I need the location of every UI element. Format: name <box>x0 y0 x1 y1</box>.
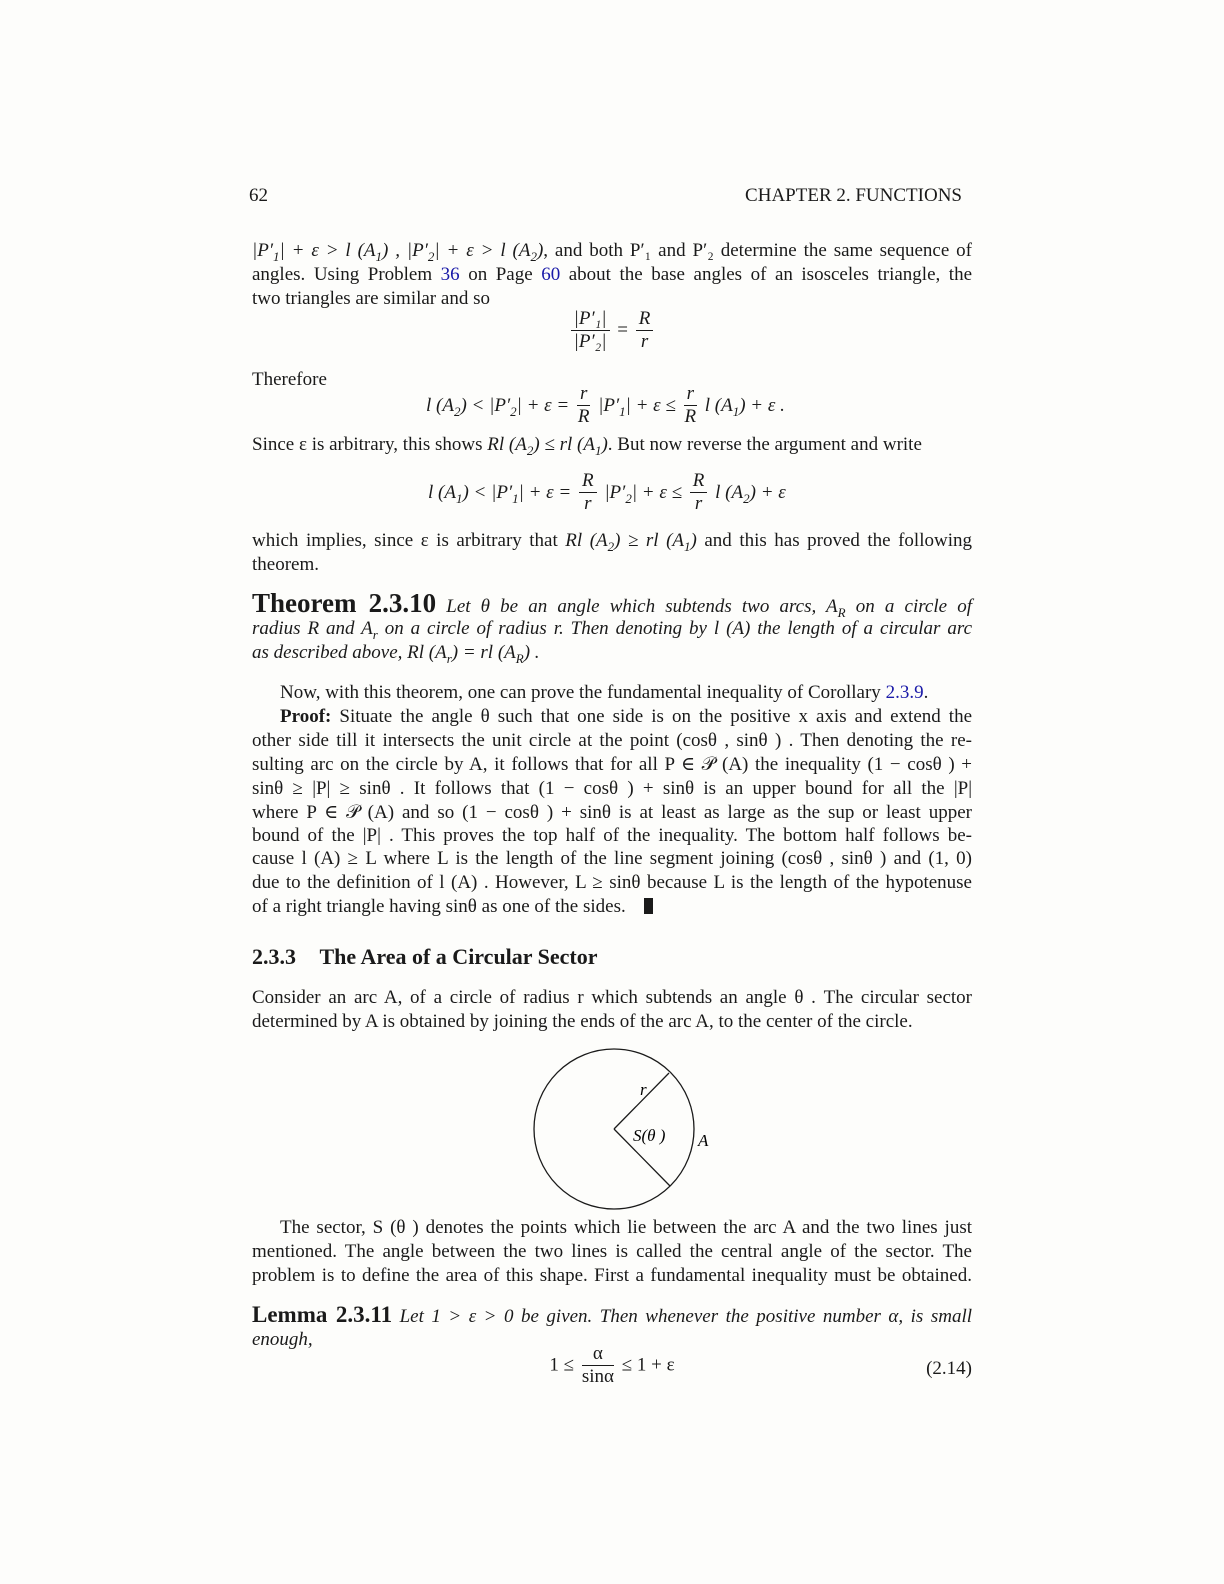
theorem-label: Theorem 2.3.10 <box>252 588 437 618</box>
math-inline: Rl $(A_2)$ ≤ rl $(A_1)$ <box>487 434 608 458</box>
since-line <box>252 433 922 457</box>
proof-line: where P ∈ 𝒫 (A) and so (1 − cosθ ) + sinθ is at least as large as the sup or least upper <box>252 802 972 823</box>
radius-label: r <box>640 1080 647 1099</box>
which-implies-line1: which implies, since ε is arbitrary that Rl $(A_2)$ ≥ rl $(A_1)$ and this has proved the following <box>252 530 972 554</box>
frac-denominator: sinα <box>581 1366 614 1387</box>
now-para: Now, with this theorem, one can prove the fundamental inequality of Corollary 2.3.9. <box>280 682 929 703</box>
frac-denominator: |P′₂| <box>573 331 607 352</box>
section-heading <box>252 944 598 970</box>
proof-last-line: of a right triangle having sinθ as one of the sides. <box>252 895 653 919</box>
para1-text: on Page <box>468 264 533 285</box>
eq-left: 1 ≤ <box>549 1354 575 1376</box>
sector-para-line2: mentioned. The angle between the two lines is called the central angle of the sector. The <box>252 1241 972 1262</box>
section-number: 2.3.3 <box>252 944 296 969</box>
which-implies-line2: theorem. <box>252 554 320 575</box>
problem-link[interactable]: 36 <box>440 264 460 285</box>
proof-line: cause l (A) ≥ L where L is the length of the line segment joining (cosθ , sinθ ) and (1, 0) <box>252 848 972 869</box>
para1-line1 <box>252 239 972 263</box>
sector-label: S(θ ) <box>633 1126 666 1145</box>
equation-reverse: l $(A_1) < |P'_1| + \varepsilon$ = $\frac{R}{r}$ $|P'_2| + \varepsilon$ ≤ $\frac{R}{r}$ l $(A_2) + \varepsilon$ <box>428 470 786 514</box>
equation-number: (2.14) <box>926 1358 972 1379</box>
para1-text: angles. Using Problem <box>252 264 433 285</box>
frac-numerator: α <box>582 1343 614 1366</box>
implies-text: which implies, since ε is arbitrary that <box>252 530 558 551</box>
fraction-alpha <box>582 1343 614 1388</box>
qed-symbol <box>644 898 653 914</box>
lemma-line1 <box>252 1302 972 1330</box>
proof-line1: Proof: Situate the angle θ such that one side is on the positive x axis and extend the <box>280 706 972 727</box>
proof-label: Proof: <box>280 706 332 727</box>
arc-label: A <box>698 1131 709 1150</box>
theorem-line3: as described above, Rl $(A_r)$ = rl $(A_R)$ . <box>252 642 540 666</box>
sector-figure <box>530 1045 730 1215</box>
sector-para-line1: The sector, S (θ ) denotes the points which lie between the arc A and the two lines just <box>280 1217 972 1238</box>
frac-denominator: r <box>640 331 649 352</box>
lemma-text: Let 1 > ε > 0 be given. Then whenever the positive number α, is small <box>392 1306 972 1327</box>
frac-numerator: R <box>636 308 654 331</box>
proof-line: due to the definition of l (A) . However, L ≥ sinθ because L is the length of the hypotenuse <box>252 872 972 893</box>
consider-line2: determined by A is obtained by joining the ends of the arc A, to the center of the circle. <box>252 1011 913 1032</box>
page-number: 62 <box>249 185 268 206</box>
fraction-R-r <box>636 308 654 353</box>
consider-line1: Consider an arc A, of a circle of radius r which subtends an angle θ . The circular sector <box>252 987 972 1008</box>
therefore-label: Therefore <box>252 369 327 390</box>
since-text: . But now reverse the argument and write <box>607 434 922 455</box>
theorem-text: Let θ be an angle which subtends two arcs, $A_R$ on a circle of <box>446 596 972 620</box>
para1-line2 <box>252 263 972 287</box>
eq-right: ≤ 1 + ε <box>621 1354 675 1376</box>
lemma-line2: enough, <box>252 1329 313 1350</box>
proof-line: bound of the |P| . This proves the top half of the inequality. The bottom half follows be- <box>252 825 972 846</box>
sector-para-line3: problem is to define the area of this shape. First a fundamental inequality must be obtained. <box>252 1265 972 1286</box>
implies-text: and this has proved the following <box>704 530 972 551</box>
fraction-p1-p2 <box>571 308 610 353</box>
equation-therefore: l $(A_2) < |P'_2| + \varepsilon$ = $\frac{r}{R}$ $|P'_1| + \varepsilon$ ≤ $\frac{r}{R}$ l $(A_1) + \varepsilon$ . <box>426 383 785 427</box>
para1-text: about the base angles of an isosceles triangle, the <box>568 264 972 285</box>
equation-ratio: $\frac{\text{|P′₁|}}{\text{|P′₂|}}$ = $\frac{R}{r}$ <box>252 308 972 353</box>
para1-text: , and both P′₁ and P′₂ determine the same sequence of <box>543 240 972 261</box>
corollary-link[interactable]: 2.3.9 <box>885 682 924 703</box>
proof-line: other side till it intersects the unit circle at the point (cosθ , sinθ ) . Then denoting the re- <box>252 730 972 751</box>
section-title: The Area of a Circular Sector <box>319 944 598 969</box>
since-text: Since ε is arbitrary, this shows <box>252 434 483 455</box>
page-link[interactable]: 60 <box>541 264 561 285</box>
lemma-label: Lemma 2.3.11 <box>252 1302 393 1327</box>
frac-numerator: |P′₁| <box>571 308 610 331</box>
equation-2-14 <box>252 1343 972 1388</box>
para1-line3: two triangles are similar and so <box>252 288 490 309</box>
proof-line: sinθ ≥ |P| ≥ sinθ . It follows that (1 − cosθ ) + sinθ is an upper bound for all the |P| <box>252 778 972 799</box>
proof-line: sulting arc on the circle by A, it follows that for all P ∈ 𝒫 (A) the inequality (1 − cosθ ) + <box>252 754 972 775</box>
theorem-line2: radius R and $A_r$ on a circle of radius r. Then denoting by l (A) the length of a circular arc <box>252 618 972 642</box>
chapter-header: CHAPTER 2. FUNCTIONS <box>745 185 962 206</box>
math-inequality-1: $|P'_1| + \varepsilon > l$ $(A_1)$ , $|P'_2| + \varepsilon > l$ $(A_2)$ <box>252 240 544 264</box>
